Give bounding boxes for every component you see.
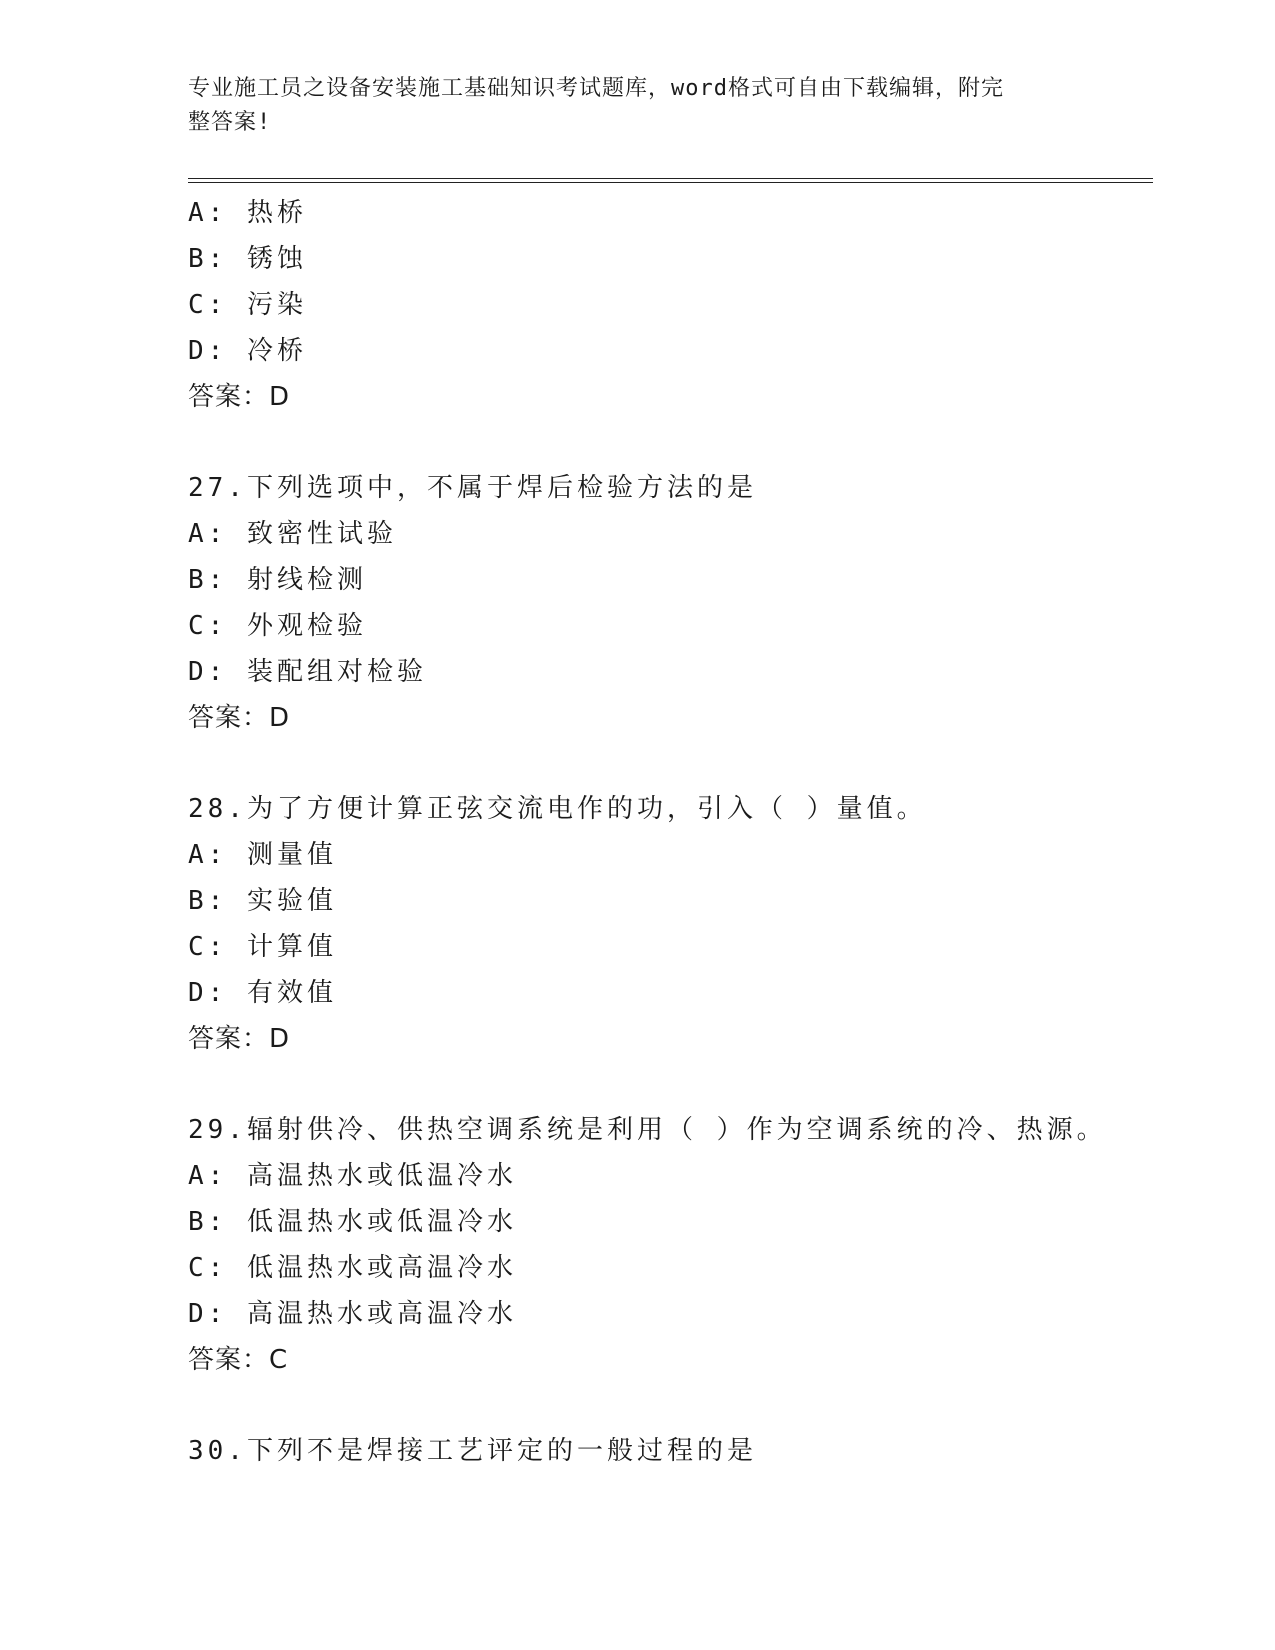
header-line-2: 整答案! [188,110,272,135]
option-b: B: 锈蚀 [188,244,307,274]
question-text: 29.辐射供冷、供热空调系统是利用（ ）作为空调系统的冷、热源。 [188,1115,1107,1145]
question-block-29 [188,1107,1153,1383]
option-a: A: 测量值 [188,840,337,870]
question-text: 30.下列不是焊接工艺评定的一般过程的是 [188,1436,757,1466]
option-b: B: 射线检测 [188,565,367,595]
option-c: C: 低温热水或高温冷水 [188,1253,517,1283]
option-c: C: 污染 [188,290,307,320]
document-header [188,72,1078,140]
option-d: D: 装配组对检验 [188,657,427,687]
question-block-30 [188,1428,1153,1474]
option-c: C: 外观检验 [188,611,367,641]
option-a: A: 热桥 [188,198,307,228]
option-c: C: 计算值 [188,932,337,962]
question-list [188,190,1153,1474]
answer-line: 答案：D [188,382,291,412]
header-divider-bottom [188,182,1153,183]
option-d: D: 有效值 [188,978,337,1008]
question-block-26 [188,190,1153,420]
option-d: D: 高温热水或高温冷水 [188,1299,517,1329]
option-d: D: 冷桥 [188,336,307,366]
spacer [188,741,1153,786]
spacer [188,420,1153,465]
header-line-1: 专业施工员之设备安装施工基础知识考试题库，word格式可自由下载编辑，附完 [188,76,1004,101]
question-text: 28.为了方便计算正弦交流电作的功，引入（ ）量值。 [188,794,927,824]
question-text: 27.下列选项中，不属于焊后检验方法的是 [188,473,757,503]
option-a: A: 致密性试验 [188,519,397,549]
option-b: B: 低温热水或低温冷水 [188,1207,517,1237]
answer-line: 答案：D [188,1024,291,1054]
option-a: A: 高温热水或低温冷水 [188,1161,517,1191]
option-b: B: 实验值 [188,886,337,916]
spacer [188,1383,1153,1428]
question-block-27 [188,465,1153,741]
answer-line: 答案：D [188,703,291,733]
answer-line: 答案：C [188,1345,289,1375]
spacer [188,1062,1153,1107]
header-divider-top [188,178,1153,179]
question-block-28 [188,786,1153,1062]
